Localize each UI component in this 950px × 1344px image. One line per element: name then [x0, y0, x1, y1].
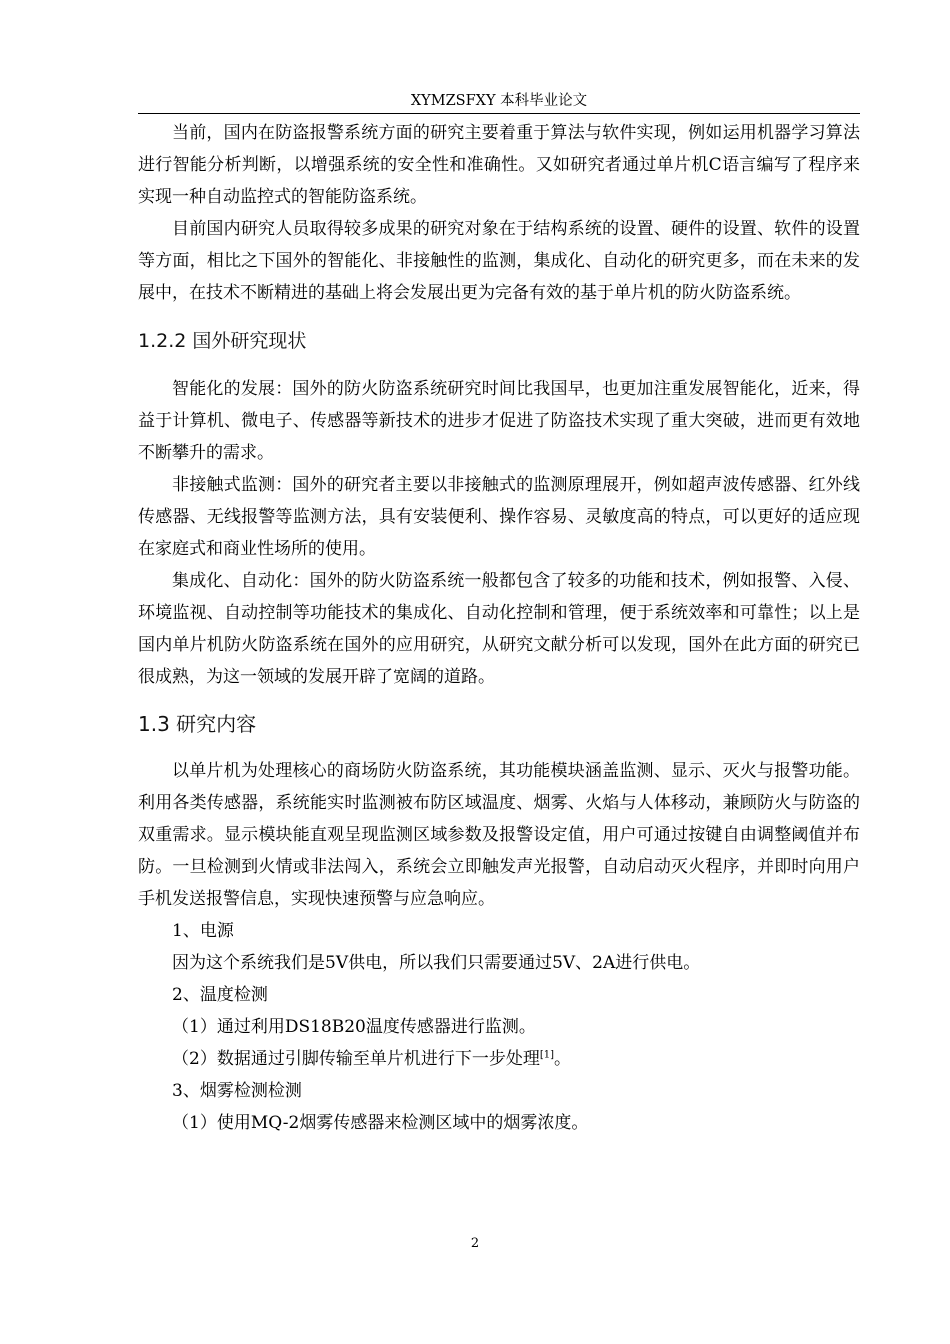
citation-ref[interactable]: [1]: [539, 1049, 554, 1061]
header-rule: [138, 113, 860, 114]
paragraph: 当前，国内在防盗报警系统方面的研究主要着重于算法与软件实现，例如运用机器学习算法进行智能分析判断，以增强系统的安全性和准确性。又如研究者通过单片机C语言编写了程序来实现一种自动监控式的智能防盗系统。: [138, 123, 860, 207]
list-item: 1、电源: [172, 921, 234, 941]
paragraph: 智能化的发展：国外的防火防盗系统研究时间比我国早，也更加注重发展智能化，近来，得益于计算机、微电子、传感器等新技术的进步才促进了防盗技术实现了重大突破，进而更有效地不断攀升的需求。: [138, 379, 860, 463]
list-item-punct: 。: [554, 1049, 571, 1069]
list-item-text: （2）数据通过引脚传输至单片机进行下一步处理: [172, 1049, 540, 1069]
paragraph: 集成化、自动化：国外的防火防盗系统一般都包含了较多的功能和技术，例如报警、入侵、环境监视、自动控制等功能技术的集成化、自动化控制和管理，便于系统效率和可靠性；以上是国内单片机防火防盗系统在国外的应用研究，从研究文献分析可以发现，国外在此方面的研究已很成熟，为这一领域的发展开辟了宽阔的道路。: [138, 571, 860, 687]
list-item: 3、烟雾检测检测: [172, 1081, 302, 1101]
page-body: [138, 117, 860, 1139]
list-item: [138, 1043, 860, 1075]
list-item: 2、温度检测: [172, 985, 268, 1005]
running-header: XYMZSFXY 本科毕业论文: [410, 93, 588, 109]
list-item: 因为这个系统我们是5V供电，所以我们只需要通过5V、2A进行供电。: [172, 953, 701, 973]
page-number: 2: [470, 1236, 480, 1251]
section-heading-1-2-2: 1.2.2 国外研究现状: [138, 330, 307, 352]
section-heading-1-3: 1.3 研究内容: [138, 712, 257, 736]
list-item: （1）使用MQ-2烟雾传感器来检测区域中的烟雾浓度。: [172, 1113, 589, 1133]
paragraph: 以单片机为处理核心的商场防火防盗系统，其功能模块涵盖监测、显示、灭火与报警功能。利用各类传感器，系统能实时监测被布防区域温度、烟雾、火焰与人体移动，兼顾防火与防盗的双重需求。显示模块能直观呈现监测区域参数及报警设定值，用户可通过按键自由调整阈值并布防。一旦检测到火情或非法闯入，系统会立即触发声光报警，自动启动灭火程序，并即时向用户手机发送报警信息，实现快速预警与应急响应。: [138, 761, 860, 909]
list-item: （1）通过利用DS18B20温度传感器进行监测。: [172, 1017, 536, 1037]
paragraph: 非接触式监测：国外的研究者主要以非接触式的监测原理展开，例如超声波传感器、红外线传感器、无线报警等监测方法，具有安装便利、操作容易、灵敏度高的特点，可以更好的适应现在家庭式和商业性场所的使用。: [138, 475, 860, 559]
paragraph: 目前国内研究人员取得较多成果的研究对象在于结构系统的设置、硬件的设置、软件的设置等方面，相比之下国外的智能化、非接触性的监测，集成化、自动化的研究更多，而在未来的发展中，在技术不断精进的基础上将会发展出更为完备有效的基于单片机的防火防盗系统。: [138, 219, 860, 303]
